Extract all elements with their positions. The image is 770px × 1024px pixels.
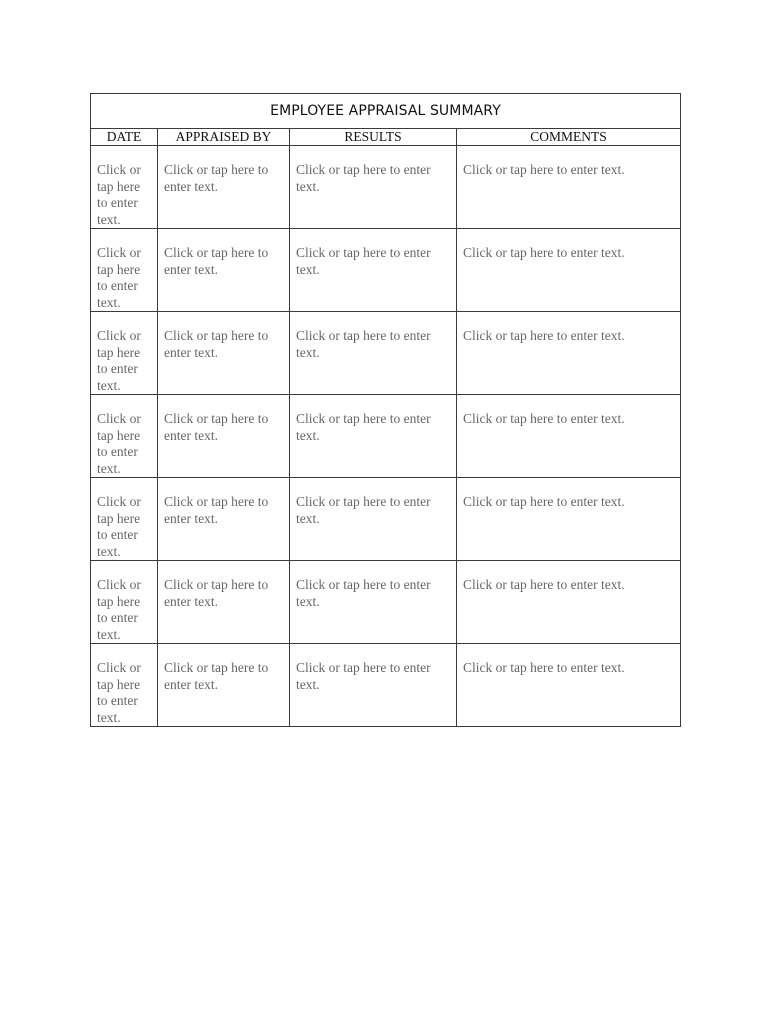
appraised-by-field[interactable]: Click or tap here to enter text. [164,162,269,194]
results-field[interactable]: Click or tap here to enter text. [296,328,431,360]
column-header-date: DATE [91,129,158,146]
table-row [91,561,681,644]
comments-field[interactable]: Click or tap here to enter text. [463,162,625,177]
table-row [91,478,681,561]
results-cell[interactable] [290,561,457,644]
date-field[interactable]: Click or tap here to enter text. [97,494,141,559]
results-cell[interactable] [290,395,457,478]
comments-cell[interactable] [457,312,681,395]
date-cell[interactable] [91,312,158,395]
table-row [91,312,681,395]
comments-field[interactable]: Click or tap here to enter text. [463,660,625,675]
date-cell[interactable] [91,644,158,727]
comments-cell[interactable] [457,146,681,229]
date-cell[interactable] [91,561,158,644]
date-field[interactable]: Click or tap here to enter text. [97,328,141,393]
results-field[interactable]: Click or tap here to enter text. [296,660,431,692]
comments-field[interactable]: Click or tap here to enter text. [463,577,625,592]
results-field[interactable]: Click or tap here to enter text. [296,411,431,443]
appraised-by-field[interactable]: Click or tap here to enter text. [164,494,269,526]
appraised-by-cell[interactable] [158,229,290,312]
comments-field[interactable]: Click or tap here to enter text. [463,245,625,260]
comments-cell[interactable] [457,478,681,561]
date-cell[interactable] [91,229,158,312]
results-field[interactable]: Click or tap here to enter text. [296,245,431,277]
appraised-by-cell[interactable] [158,561,290,644]
header-row [91,129,681,146]
column-header-comments: COMMENTS [457,129,681,146]
date-cell[interactable] [91,395,158,478]
date-cell[interactable] [91,146,158,229]
date-field[interactable]: Click or tap here to enter text. [97,411,141,476]
table-row [91,395,681,478]
appraised-by-field[interactable]: Click or tap here to enter text. [164,328,269,360]
date-field[interactable]: Click or tap here to enter text. [97,245,141,310]
table-row [91,644,681,727]
results-cell[interactable] [290,229,457,312]
table-row [91,146,681,229]
results-field[interactable]: Click or tap here to enter text. [296,494,431,526]
appraised-by-cell[interactable] [158,644,290,727]
comments-field[interactable]: Click or tap here to enter text. [463,411,625,426]
comments-cell[interactable] [457,395,681,478]
date-field[interactable]: Click or tap here to enter text. [97,162,141,227]
comments-cell[interactable] [457,644,681,727]
appraised-by-cell[interactable] [158,395,290,478]
comments-field[interactable]: Click or tap here to enter text. [463,494,625,509]
results-cell[interactable] [290,312,457,395]
results-field[interactable]: Click or tap here to enter text. [296,577,431,609]
appraised-by-cell[interactable] [158,146,290,229]
date-field[interactable]: Click or tap here to enter text. [97,577,141,642]
title-row [91,94,681,129]
appraised-by-field[interactable]: Click or tap here to enter text. [164,245,269,277]
table-title: EMPLOYEE APPRAISAL SUMMARY [91,94,681,129]
table-row [91,229,681,312]
date-field[interactable]: Click or tap here to enter text. [97,660,141,725]
column-header-results: RESULTS [290,129,457,146]
comments-field[interactable]: Click or tap here to enter text. [463,328,625,343]
appraised-by-cell[interactable] [158,312,290,395]
column-header-appraised-by: APPRAISED BY [158,129,290,146]
appraised-by-field[interactable]: Click or tap here to enter text. [164,660,269,692]
appraised-by-cell[interactable] [158,478,290,561]
results-cell[interactable] [290,644,457,727]
results-field[interactable]: Click or tap here to enter text. [296,162,431,194]
results-cell[interactable] [290,146,457,229]
comments-cell[interactable] [457,229,681,312]
appraised-by-field[interactable]: Click or tap here to enter text. [164,411,269,443]
appraisal-summary-table [90,93,681,727]
date-cell[interactable] [91,478,158,561]
results-cell[interactable] [290,478,457,561]
appraised-by-field[interactable]: Click or tap here to enter text. [164,577,269,609]
comments-cell[interactable] [457,561,681,644]
